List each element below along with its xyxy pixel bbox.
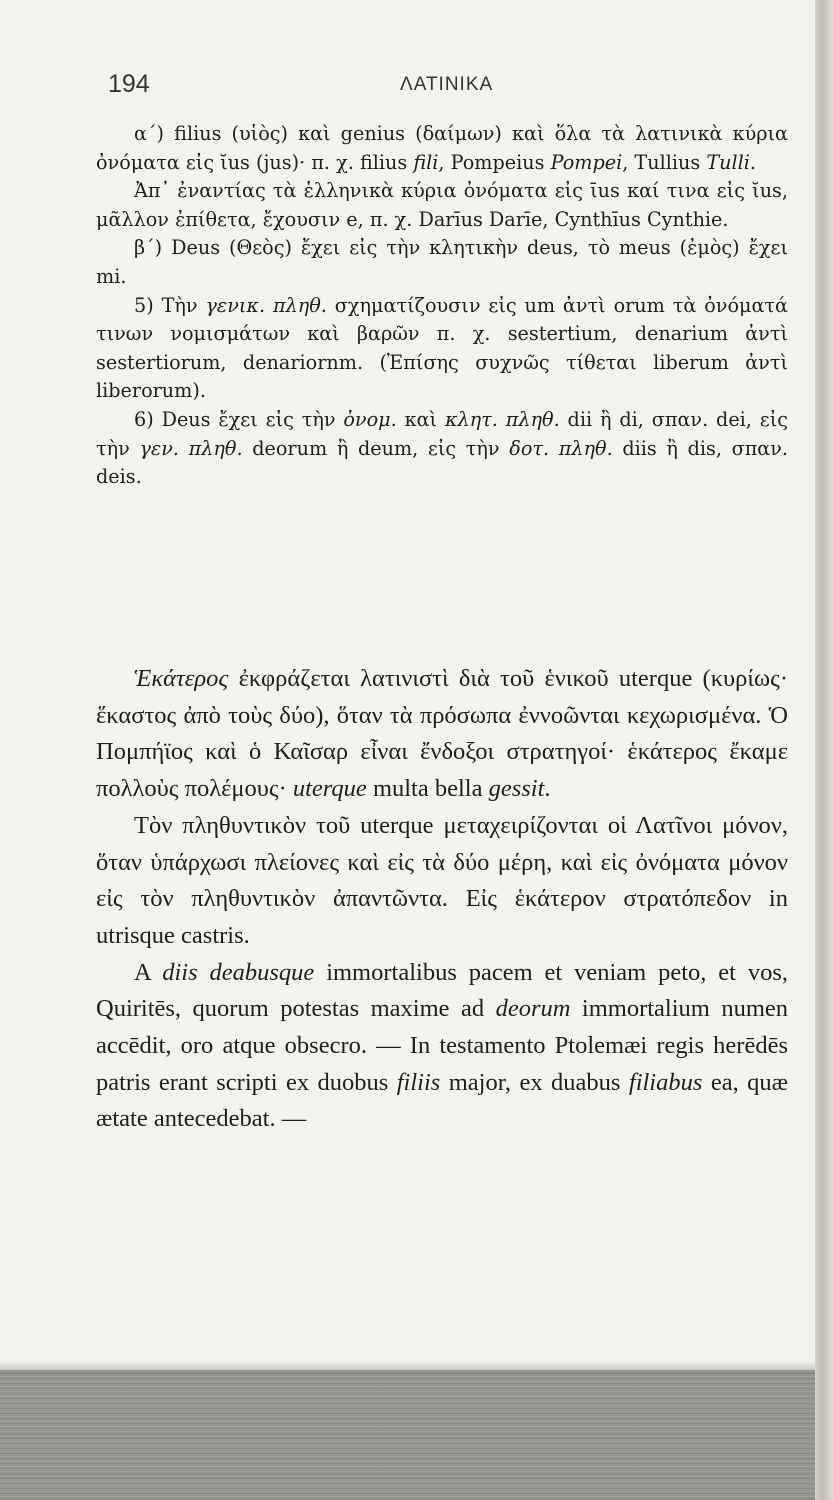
text-run: α΄) filius (υἱὸς) καὶ genius (δαίμων) καὶ ὅλα τὰ λατινικὰ κύρια ὀνόματα εἰς ῐus (jus)· π. χ. filius	[96, 122, 788, 174]
text-run: Ἀπ᾽ ἐναντίας τὰ ἑλληνικὰ κύρια ὀνόματα εἰς ῑus καί τινα εἰς ῐus, μᾶλλον ἐπίθετα, ἔχουσιν e, π. χ. Darīus Darīe, Cynthīus Cynthie.	[96, 179, 788, 231]
italic-text: gessit	[488, 775, 545, 803]
text-run: immortalium numen accēdit, oro atque obsecro. — In testamento Ptolemæi regis herēdēs patris erant scripti ex duobus	[96, 995, 788, 1096]
small-text-block	[96, 120, 788, 492]
italic-text: δοτ. πληθ.	[509, 436, 613, 460]
page-edge	[815, 0, 833, 1500]
text-run: major, ex duabus	[440, 1068, 629, 1096]
italic-text: diis deabusque	[162, 958, 315, 986]
text-run: ἐκφράζεται λατινιστὶ διὰ τοῦ ἑνικοῦ uterque (κυρίως· ἕκαστος ἀπὸ τοὺς δύο), ὅταν τὰ πρόσωπα ἐννοῶνται κεχωρισμένα. Ὁ Πομπήϊος καὶ ὁ Καῖσαρ εἶναι ἔνδοξοι στρατηγοί· ἑκάτερος ἔκαμε πολλοὺς πολέμους·	[96, 665, 788, 803]
small-paragraph	[96, 292, 788, 406]
italic-text: γενικ. πληθ.	[205, 293, 327, 317]
text-run: multa bella	[366, 775, 489, 803]
text-run: σχηματίζουσιν εἰς um ἀντὶ orum τὰ ὀνόματά τινων νομισμάτων καὶ βαρῶν π. χ. sestertium, denarium ἀντὶ sestertiorum, denariornm. (Ἐπίσης συχνῶς τίθεται liberum ἀντὶ liberorum).	[96, 293, 788, 403]
small-paragraph	[96, 177, 788, 234]
italic-text: filiis	[396, 1068, 441, 1096]
running-title: ΛΑΤΙΝΙΚΑ	[400, 74, 494, 95]
page-header	[0, 70, 815, 106]
text-run: β΄) Deus (Θεὸς) ἔχει εἰς τὴν κλητικὴν deus, τὸ meus (ἐμὸς) ἔχει mi.	[96, 236, 788, 288]
italic-text: Tulli	[706, 150, 750, 174]
large-paragraph	[96, 955, 788, 1139]
text-run: 5) Τὴν	[134, 293, 206, 317]
italic-text: uterque	[292, 775, 367, 803]
text-run: , Tullius	[622, 150, 707, 174]
large-paragraph	[96, 661, 788, 808]
small-paragraph	[96, 120, 788, 177]
text-run: , Pompeius	[438, 150, 551, 174]
italic-text: fili	[413, 150, 439, 174]
italic-text: ὀνομ.	[343, 407, 397, 431]
text-run: .	[544, 775, 551, 803]
italic-text: filiabus	[628, 1068, 703, 1096]
large-paragraph	[96, 808, 788, 955]
text-run: καὶ	[396, 407, 445, 431]
italic-text: γεν. πληθ.	[139, 436, 243, 460]
text-run: diis ἢ dis, σπαν. deis.	[96, 436, 789, 489]
large-text-block	[96, 661, 788, 1138]
text-run: Τὸν πληθυντικὸν τοῦ uterque μεταχειρίζονται οἱ Λατῖνοι μόνον, ὅταν ὑπάρχωσι πλείονες καὶ εἰς τὰ δύο μέρη, καὶ εἰς ὀνόματα μόνον εἰς τὸν πληθυντικὸν ἀπαντῶντα. Εἰς ἑκάτερον στρατόπεδον in utrisque castris.	[96, 811, 788, 949]
text-run: deorum ἢ deum, εἰς τὴν	[242, 436, 510, 460]
text-run: immortalibus pacem et veniam peto, et vos, Quiritēs, quorum potestas maxime ad	[96, 958, 789, 1023]
italic-text: Pompei	[550, 150, 623, 174]
scan-bottom-band	[0, 1370, 815, 1500]
text-run: dii ἢ di, σπαν. dei, εἰς τὴν	[96, 407, 788, 460]
italic-text: κλητ. πληθ.	[444, 407, 560, 431]
italic-text: Ἑκάτερος	[134, 665, 229, 692]
text-run: A	[134, 958, 163, 986]
italic-text: deorum	[495, 995, 571, 1023]
page-number: 194	[108, 70, 150, 98]
text-run: .	[749, 150, 756, 174]
text-run: ea, quæ ætate antecedebat. —	[96, 1068, 788, 1133]
small-paragraph	[96, 406, 788, 492]
small-paragraph	[96, 234, 788, 291]
text-run: 6) Deus ἔχει εἰς τὴν	[134, 407, 344, 431]
